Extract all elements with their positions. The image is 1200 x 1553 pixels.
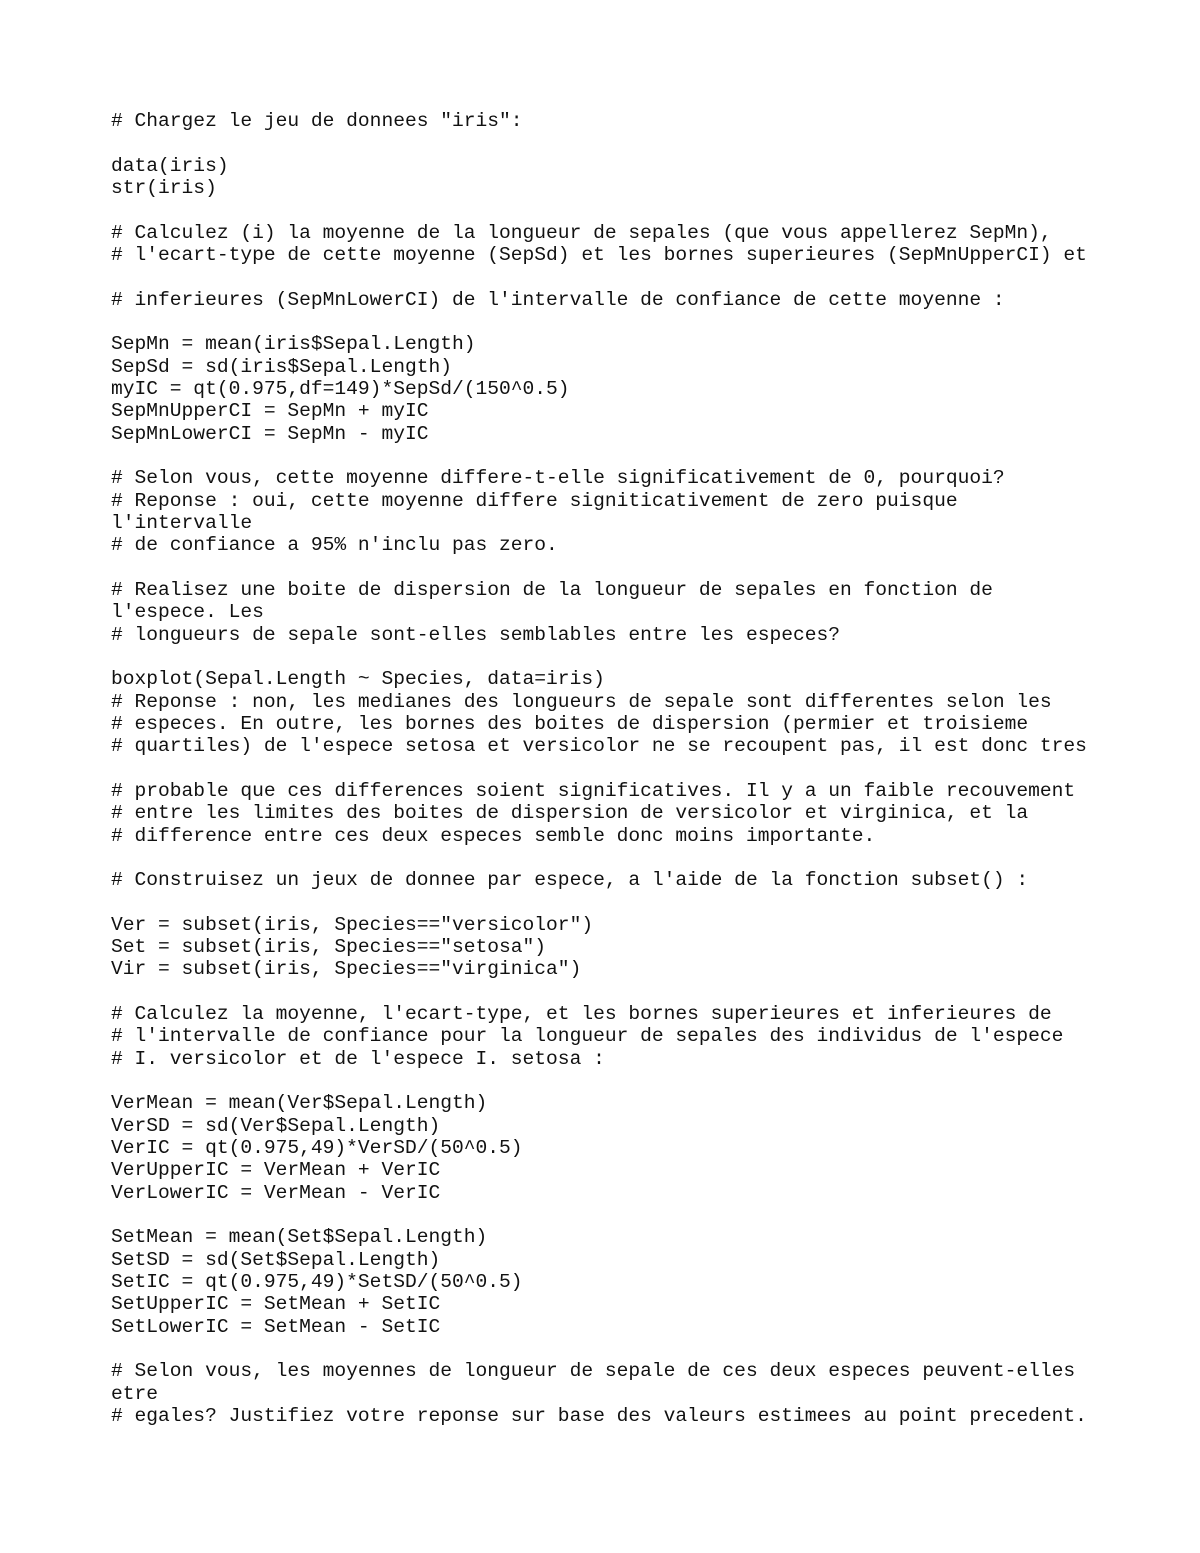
comment-line: # inferieures (SepMnLowerCI) de l'intervalle de confiance de cette moyenne : [111, 288, 1005, 311]
code-line: SepMnLowerCI = SepMn - myIC [111, 422, 429, 445]
blank-line [111, 847, 1151, 869]
code-line: l'espece. Les [111, 601, 264, 624]
blank-line [111, 1070, 1151, 1092]
code-line: Set = subset(iris, Species=="setosa") [111, 936, 547, 959]
comment-line: # probable que ces differences soient significatives. Il y a un faible recouvement [111, 779, 1076, 802]
code-line: VerUpperIC = VerMean + VerIC [111, 1159, 441, 1182]
blank-line [111, 891, 1151, 913]
code-line: SetSD = sd(Set$Sepal.Length) [111, 1248, 441, 1271]
code-line: etre [111, 1382, 159, 1405]
code-line: data(iris) [111, 154, 229, 177]
comment-line: # especes. En outre, les bornes des boites de dispersion (permier et troisieme [111, 712, 1029, 735]
code-line: SepSd = sd(iris$Sepal.Length) [111, 355, 452, 378]
comment-line: # longueurs de sepale sont-elles semblables entre les especes? [111, 623, 841, 646]
blank-line [111, 981, 1151, 1003]
code-line: VerLowerIC = VerMean - VerIC [111, 1181, 441, 1204]
blank-line [111, 646, 1151, 668]
code-line: VerSD = sd(Ver$Sepal.Length) [111, 1114, 441, 1137]
comment-line: # Construisez un jeux de donnee par espece, a l'aide de la fonction subset() : [111, 869, 1029, 892]
comment-line: # l'intervalle de confiance pour la longueur de sepales des individus de l'espece [111, 1025, 1064, 1048]
comment-line: # difference entre ces deux especes semble donc moins importante. [111, 824, 876, 847]
comment-line: # Selon vous, les moyennes de longueur de sepale de ces deux especes peuvent-elles [111, 1360, 1076, 1383]
code-line: Ver = subset(iris, Species=="versicolor") [111, 913, 594, 936]
blank-line [111, 199, 1151, 221]
code-line: SepMn = mean(iris$Sepal.Length) [111, 333, 476, 356]
code-line: myIC = qt(0.975,df=149)*SepSd/(150^0.5) [111, 377, 570, 400]
blank-line [111, 1338, 1151, 1360]
comment-line: # Chargez le jeu de donnees "iris": [111, 110, 523, 132]
code-line: SetIC = qt(0.975,49)*SetSD/(50^0.5) [111, 1271, 523, 1294]
comment-line: # Reponse : oui, cette moyenne differe signiticativement de zero puisque [111, 489, 958, 512]
r-script-text [111, 110, 1151, 1427]
blank-line [111, 445, 1151, 467]
code-line: SetLowerIC = SetMean - SetIC [111, 1315, 441, 1338]
comment-line: # Selon vous, cette moyenne differe-t-elle significativement de 0, pourquoi? [111, 467, 1005, 490]
comment-line: # egales? Justifiez votre reponse sur base des valeurs estimees au point precedent. [111, 1405, 1087, 1428]
code-line: VerIC = qt(0.975,49)*VerSD/(50^0.5) [111, 1137, 523, 1160]
blank-line [111, 758, 1151, 780]
blank-line [111, 1204, 1151, 1226]
comment-line: # Reponse : non, les medianes des longueurs de sepale sont differentes selon les [111, 690, 1052, 713]
code-line: SetUpperIC = SetMean + SetIC [111, 1293, 441, 1316]
comment-line: # l'ecart-type de cette moyenne (SepSd) et les bornes superieures (SepMnUpperCI) et [111, 243, 1087, 266]
code-line: l'intervalle [111, 511, 253, 534]
comment-line: # quartiles) de l'espece setosa et versicolor ne se recoupent pas, il est donc tres [111, 735, 1087, 758]
comment-line: # de confiance a 95% n'inclu pas zero. [111, 534, 558, 557]
comment-line: # I. versicolor et de l'espece I. setosa : [111, 1047, 605, 1070]
comment-line: # Realisez une boite de dispersion de la longueur de sepales en fonction de [111, 578, 993, 601]
code-line: boxplot(Sepal.Length ~ Species, data=iris) [111, 668, 605, 691]
comment-line: # entre les limites des boites de dispersion de versicolor et virginica, et la [111, 802, 1029, 825]
code-line: str(iris) [111, 176, 217, 199]
code-line: Vir = subset(iris, Species=="virginica") [111, 958, 582, 981]
blank-line [111, 311, 1151, 333]
code-line: SepMnUpperCI = SepMn + myIC [111, 400, 429, 423]
blank-line [111, 557, 1151, 579]
blank-line [111, 132, 1151, 154]
code-line: VerMean = mean(Ver$Sepal.Length) [111, 1092, 488, 1115]
comment-line: # Calculez (i) la moyenne de la longueur de sepales (que vous appellerez SepMn), [111, 221, 1052, 244]
blank-line [111, 266, 1151, 288]
code-line: SetMean = mean(Set$Sepal.Length) [111, 1226, 488, 1249]
comment-line: # Calculez la moyenne, l'ecart-type, et les bornes superieures et inferieures de [111, 1003, 1052, 1026]
